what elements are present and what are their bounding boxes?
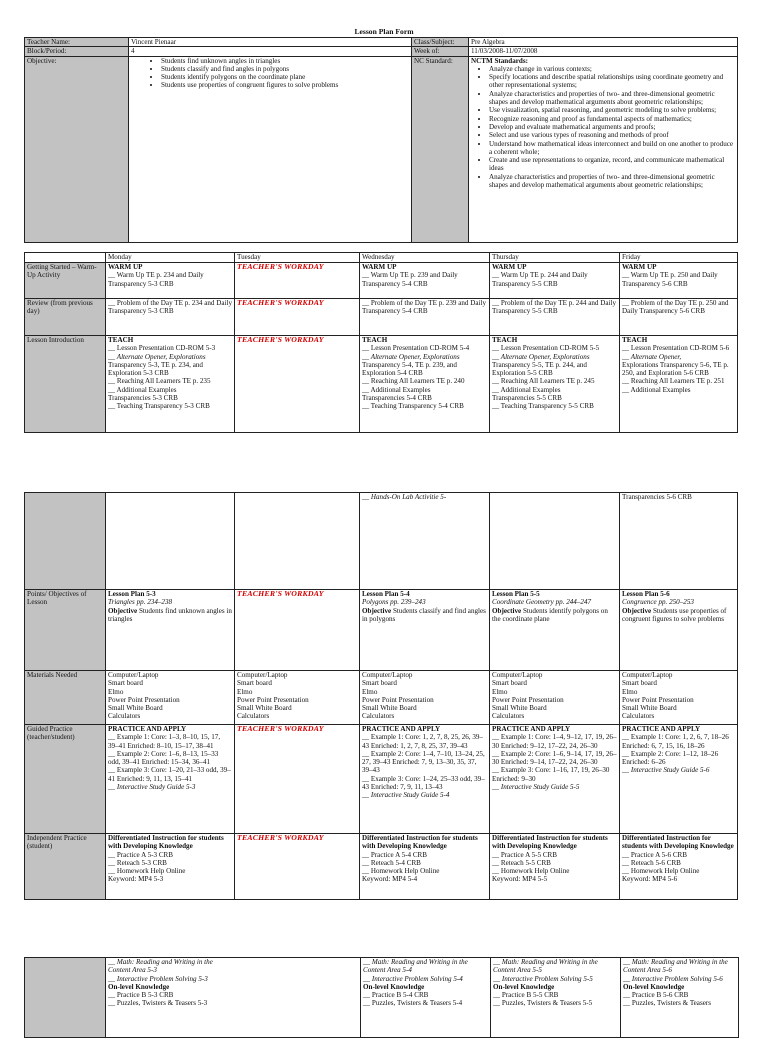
puzzles-line: __ Puzzles, Twisters & Teasers — [623, 999, 711, 1008]
warmup-text: __ Warm Up TE p. 250 and Daily Transparency 5-6 CRB — [622, 271, 718, 288]
cont-wed: __ Hands-On Lab Activitie 5- — [360, 493, 490, 590]
math-reading-line: __ Math: Reading and Writing in the Content Area 5-4 — [363, 958, 468, 975]
intro-line: __ Alternate Opener, Explorations — [108, 352, 206, 361]
guided-line: __ Example 2: Core: 1–6, 8–13, 15–33 odd, 39–41 Enriched: 15–34, 36–41 — [108, 749, 219, 767]
objective-text: Students find unknown angles in triangles — [108, 606, 232, 623]
row-label-warmup: Getting Started – Warm-Up Activity — [25, 263, 106, 299]
cont-thu — [490, 493, 620, 590]
row-label-intro: Lesson Introduction — [25, 336, 106, 433]
warmup-heading: WARM UP — [362, 263, 397, 271]
intro-thu — [490, 336, 620, 433]
intro-line: __ Teaching Transparency 5-5 CRB — [492, 402, 594, 411]
lesson-topic: Triangles pp. 234–238 — [108, 598, 173, 607]
material-item: Smart board — [492, 679, 527, 688]
practice-heading: PRACTICE AND APPLY — [362, 725, 441, 733]
lesson-topic: Polygons pp. 239–243 — [362, 598, 426, 607]
row-label-points: Points/ Objectives of Lesson — [25, 590, 106, 671]
material-item: Power Point Presentation — [362, 695, 434, 704]
objective-tag: Objective — [362, 606, 392, 615]
objective-cell — [129, 56, 412, 242]
guided-line: __ Example 3: Core: 1–16, 17, 19, 26–30 Enriched: 9–30 — [492, 766, 610, 783]
header-table — [24, 37, 738, 243]
nctm-item: • Analyze change in various contexts; — [489, 65, 735, 73]
independent-line: Keyword: MP4 5-5 — [492, 875, 548, 884]
nctm-item: • Specify locations and describe spatial relationships using coordinate geometry and other representational systems; — [489, 73, 735, 90]
independent-line: __ Homework Help Online — [492, 867, 570, 876]
differentiated-heading: Differentiated Instruction for students with Developing Knowledge — [108, 834, 224, 851]
onlevel-heading: On-level Knowledge — [623, 982, 685, 991]
block-value: 4 — [129, 47, 412, 56]
nctm-item: • Create and use representations to organize, record, and communicate mathematical ideas — [489, 156, 735, 173]
math-reading-line: __ Math: Reading and Writing in the Content Area 5-5 — [493, 958, 598, 975]
independent-fri — [620, 834, 738, 900]
warmup-text: __ Warm Up TE p. 234 and Daily Transparency 5-3 CRB — [108, 271, 204, 288]
objective-item: • Students use properties of congruent figures to solve problems — [161, 81, 409, 89]
nctm-item: • Develop and evaluate mathematical arguments and proofs; — [489, 123, 735, 131]
intro-line: Transparency 5-5, TE p. 244, and Exploration 5-5 CRB — [492, 360, 587, 378]
day-header: Monday — [106, 253, 235, 263]
cont-mon — [106, 493, 235, 590]
row-label-guided: Guided Practice (teacher/student) — [25, 725, 106, 834]
intro-line: __ Additional Examples — [108, 385, 177, 394]
practice-heading: PRACTICE AND APPLY — [622, 725, 701, 733]
practice-b-line: __ Practice B 5-3 CRB — [108, 991, 174, 1000]
continuation-label-cell — [25, 493, 106, 590]
points-fri — [620, 590, 738, 671]
objective-text: Students classify and find angles in polygons — [362, 606, 486, 623]
guided-line: __ Example 3: Core: 1–24, 25–33 odd, 39–43 Enriched: 7, 9, 11, 13–43 — [362, 774, 485, 792]
independent-line: __ Reteach 5-3 CRB — [108, 858, 167, 867]
guided-thu — [490, 725, 620, 834]
material-item: Computer/Laptop — [492, 671, 543, 679]
intro-line: __ Lesson Presentation CD-ROM 5-5 — [492, 344, 600, 353]
intro-line: __ Alternate Opener, — [622, 352, 682, 361]
guided-mon — [106, 725, 235, 834]
independent-line: __ Reteach 5-4 CRB — [362, 858, 421, 867]
class-label: Class/Subject: — [412, 38, 469, 47]
objective-label: Objective: — [25, 56, 129, 242]
material-item: Elmo — [362, 687, 378, 696]
guided-line: __ Example 2: Core: 1–4, 7–10, 13–24, 25, 27, 39–43 Enriched: 7, 9, 13–30, 35, 37, 39–43 — [362, 749, 485, 775]
study-guide-line: __ Interactive Study Guide 5-5 — [492, 783, 580, 792]
week-label: Week of: — [412, 47, 469, 56]
guided-line: __ Example 1: Core: 1–3, 8–10, 15, 17, 39–41 Enriched: 8–10, 15–17, 38–41 — [108, 733, 221, 750]
material-item: Elmo — [108, 687, 124, 696]
teach-heading: TEACH — [622, 336, 648, 344]
guided-line: __ Example 3: Core: 1–20, 21–33 odd, 39–41 Enriched: 9, 11, 13, 15–41 — [108, 766, 231, 783]
warmup-heading: WARM UP — [108, 263, 143, 271]
problem-solving-line: __ Interactive Problem Solving 5-5 — [493, 974, 593, 983]
lesson-plan-title: Lesson Plan 5-3 — [108, 590, 156, 598]
day-header: Thursday — [490, 253, 620, 263]
bottom-wed — [361, 958, 491, 1038]
intro-line: __ Reaching All Learners TE p. 245 — [492, 377, 595, 386]
page-title: Lesson Plan Form — [354, 27, 414, 36]
independent-line: __ Homework Help Online — [108, 867, 186, 876]
study-guide-line: __ Interactive Study Guide 5-6 — [622, 766, 710, 775]
practice-heading: PRACTICE AND APPLY — [108, 725, 187, 733]
objective-tag: Objective — [492, 606, 522, 615]
corner-cell — [25, 253, 106, 263]
weekly-table-middle — [24, 492, 738, 900]
teachers-workday-label: TEACHER'S WORKDAY — [237, 589, 324, 598]
objective-item: • Students classify and find angles in polygons — [161, 65, 409, 73]
practice-b-line: __ Practice B 5-4 CRB — [363, 991, 429, 1000]
warmup-fri — [620, 263, 738, 299]
teach-heading: TEACH — [362, 336, 388, 344]
material-item: Calculators — [108, 712, 141, 721]
teachers-workday-label: TEACHER'S WORKDAY — [237, 724, 324, 733]
intro-mon — [106, 336, 235, 433]
material-item: Small White Board — [237, 704, 292, 713]
differentiated-heading: Differentiated Instruction for students with Developing Knowledge — [622, 834, 734, 851]
material-item: Elmo — [622, 687, 638, 696]
guided-line: __ Example 1: Core: 1–4, 9–12, 17, 19, 26–30 Enriched: 9–12, 17–22, 24, 26–30 — [492, 733, 617, 750]
material-item: Power Point Presentation — [492, 695, 564, 704]
objective-tag: Objective — [622, 606, 652, 615]
block-label: Block/Period: — [25, 47, 129, 56]
material-item: Smart board — [362, 679, 397, 688]
material-item: Calculators — [492, 712, 525, 721]
puzzles-line: __ Puzzles, Twisters & Teasers 5-3 — [108, 999, 208, 1008]
independent-line: __ Practice A 5-6 CRB — [622, 850, 688, 859]
warmup-text: __ Warm Up TE p. 244 and Daily Transparency 5-5 CRB — [492, 271, 588, 288]
row-label-independent: Independent Practice (student) — [25, 834, 106, 900]
material-item: Power Point Presentation — [108, 695, 180, 704]
guided-fri — [620, 725, 738, 834]
points-thu — [490, 590, 620, 671]
intro-line: Transparencies 5-3 CRB — [108, 394, 178, 403]
lesson-topic: Coordinate Geometry pp. 244–247 — [492, 598, 592, 607]
material-item: Computer/Laptop — [622, 671, 673, 679]
independent-line: Keyword: MP4 5-6 — [622, 875, 678, 884]
points-wed — [360, 590, 490, 671]
differentiated-heading: Differentiated Instruction for students with Developing Knowledge — [492, 834, 608, 851]
review-tue — [235, 299, 360, 336]
review-thu: __ Problem of the Day TE p. 244 and Daily Transparency 5-5 CRB — [490, 299, 620, 336]
independent-mon — [106, 834, 235, 900]
materials-thu — [490, 671, 620, 725]
bottom-label-cell — [25, 958, 106, 1038]
lesson-plan-title: Lesson Plan 5-5 — [492, 590, 540, 598]
material-item: Computer/Laptop — [362, 671, 413, 679]
class-value: Pre Algebra — [469, 38, 738, 47]
intro-line: Explorations Transparency 5-6, TE p. 250, and Exploration 5-6 CRB — [622, 360, 729, 378]
independent-line: __ Homework Help Online — [622, 867, 700, 876]
onlevel-heading: On-level Knowledge — [363, 982, 425, 991]
points-tue — [235, 590, 360, 671]
material-item: Elmo — [492, 687, 508, 696]
cont-tue — [235, 493, 360, 590]
points-mon — [106, 590, 235, 671]
nctm-item: • Analyze characteristics and properties of two- and three-dimensional geometric shapes and develop mathematical arguments about geometric relationships; — [489, 173, 735, 190]
review-wed: __ Problem of the Day TE p. 239 and Daily Transparency 5-4 CRB — [360, 299, 490, 336]
puzzles-line: __ Puzzles, Twisters & Teasers 5-4 — [363, 999, 463, 1008]
cont-fri: Transparencies 5-6 CRB — [620, 493, 738, 590]
warmup-wed — [360, 263, 490, 299]
day-header: Tuesday — [235, 253, 360, 263]
math-reading-line: __ Math: Reading and Writing in the Content Area 5-6 — [623, 958, 728, 975]
bottom-mon — [106, 958, 361, 1038]
problem-solving-line: __ Interactive Problem Solving 5-4 — [363, 974, 463, 983]
objective-item: • Students find unknown angles in triangles — [161, 57, 409, 65]
weekly-table-bottom — [24, 957, 739, 1038]
review-fri: __ Problem of the Day TE p. 250 and Daily Transparency 5-6 CRB — [620, 299, 738, 336]
warmup-thu — [490, 263, 620, 299]
intro-line: __ Reaching All Learners TE p. 240 — [362, 377, 465, 386]
intro-tue — [235, 336, 360, 433]
material-item: Small White Board — [108, 704, 163, 713]
onlevel-heading: On-level Knowledge — [493, 982, 555, 991]
materials-wed — [360, 671, 490, 725]
practice-b-line: __ Practice B 5-5 CRB — [493, 991, 559, 1000]
problem-solving-line: __ Interactive Problem Solving 5-3 — [108, 974, 208, 983]
puzzles-line: __ Puzzles, Twisters & Teasers 5-5 — [493, 999, 593, 1008]
nctm-item: • Recognize reasoning and proof as fundamental aspects of mathematics; — [489, 115, 735, 123]
independent-thu — [490, 834, 620, 900]
material-item: Smart board — [108, 679, 143, 688]
independent-line: Keyword: MP4 5-4 — [362, 875, 418, 884]
guided-line: __ Example 1: Core: 1, 2, 6, 7, 18–26 Enriched: 6, 7, 15, 16, 18–26 — [622, 733, 729, 750]
lesson-plan-title: Lesson Plan 5-6 — [622, 590, 670, 598]
intro-line: __ Alternate Opener, Explorations — [362, 352, 460, 361]
objective-tag: Objective — [108, 606, 138, 615]
material-item: Power Point Presentation — [622, 695, 694, 704]
teachers-workday-label: TEACHER'S WORKDAY — [237, 833, 324, 842]
guided-line: __ Example 1: Core: 1, 2, 7, 8, 25, 26, 39–43 Enriched: 1, 2, 7, 8, 25, 37, 39–43 — [362, 733, 483, 750]
row-label-materials: Materials Needed — [25, 671, 106, 725]
day-header: Friday — [620, 253, 738, 263]
nctm-item: • Select and use various types of reasoning and methods of proof — [489, 131, 735, 139]
guided-tue — [235, 725, 360, 834]
material-item: Calculators — [622, 712, 655, 721]
intro-line: __ Additional Examples — [492, 385, 561, 394]
differentiated-heading: Differentiated Instruction for students with Developing Knowledge — [362, 834, 478, 851]
bottom-fri — [621, 958, 739, 1038]
materials-mon — [106, 671, 235, 725]
nctm-item: • Use visualization, spatial reasoning, and geometric modeling to solve problems; — [489, 106, 735, 114]
intro-line: __ Reaching All Learners TE p. 251 — [622, 377, 725, 386]
intro-line: __ Additional Examples — [622, 385, 691, 394]
independent-line: __ Reteach 5-6 CRB — [622, 858, 681, 867]
math-reading-line: __ Math: Reading and Writing in the Content Area 5-3 — [108, 958, 213, 975]
warmup-heading: WARM UP — [622, 263, 657, 271]
warmup-heading: WARM UP — [492, 263, 527, 271]
guided-line: __ Example 2: Core: 1–12, 18–26 Enriched: 6–26 — [622, 749, 719, 767]
weekly-table-top — [24, 252, 738, 433]
intro-line: Transparency 5-4, TE p. 239, and Exploration 5-4 CRB — [362, 360, 457, 378]
nctm-cell — [469, 56, 738, 242]
material-item: Smart board — [237, 679, 272, 688]
teachers-workday-label: TEACHER'S WORKDAY — [237, 335, 324, 344]
nctm-item: • Analyze characteristics and properties of two- and three-dimensional geometric shapes and develop mathematical arguments about geometric relationships; — [489, 90, 735, 107]
teacher-label: Teacher Name: — [25, 38, 129, 47]
warmup-mon — [106, 263, 235, 299]
study-guide-line: __ Interactive Study Guide 5-3 — [108, 783, 196, 792]
objective-text: Students use properties of congruent figures to solve problems — [622, 606, 727, 623]
independent-line: __ Practice A 5-3 CRB — [108, 850, 174, 859]
week-value: 11/03/2008-11/07/2008 — [469, 47, 738, 56]
review-mon: __ Problem of the Day TE p. 234 and Daily Transparency 5-3 CRB — [106, 299, 235, 336]
teach-heading: TEACH — [492, 336, 518, 344]
materials-tue — [235, 671, 360, 725]
objective-item: • Students identify polygons on the coordinate plane — [161, 73, 409, 81]
lesson-plan-title: Lesson Plan 5-4 — [362, 590, 410, 598]
practice-heading: PRACTICE AND APPLY — [492, 725, 571, 733]
intro-line: Transparency 5-3, TE p. 234, and Exploration 5-3 CRB — [108, 360, 203, 378]
material-item: Smart board — [622, 679, 657, 688]
teacher-value: Vincent Pienaar — [129, 38, 412, 47]
material-item: Calculators — [362, 712, 395, 721]
independent-line: Keyword: MP4 5-3 — [108, 875, 164, 884]
nctm-item: • Understand how mathematical ideas interconnect and build on one another to produce a coherent whole; — [489, 140, 735, 157]
nc-standard-label: NC Standard: — [412, 56, 469, 242]
bottom-thu — [491, 958, 621, 1038]
intro-wed — [360, 336, 490, 433]
problem-solving-line: __ Interactive Problem Solving 5-6 — [623, 974, 723, 983]
lesson-topic: Congruence pp. 250–253 — [622, 598, 694, 607]
intro-line: __ Lesson Presentation CD-ROM 5-3 — [108, 344, 216, 353]
material-item: Computer/Laptop — [108, 671, 159, 679]
material-item: Small White Board — [492, 704, 547, 713]
material-item: Elmo — [237, 687, 253, 696]
independent-wed — [360, 834, 490, 900]
study-guide-line: __ Interactive Study Guide 5-4 — [362, 791, 450, 800]
intro-line: __ Alternate Opener, Explorations — [492, 352, 590, 361]
teachers-workday-label: TEACHER'S WORKDAY — [237, 262, 324, 271]
material-item: Calculators — [237, 712, 270, 721]
objective-text: Students identify polygons on the coordinate plane — [492, 606, 608, 623]
intro-line: __ Reaching All Learners TE p. 235 — [108, 377, 211, 386]
guided-wed — [360, 725, 490, 834]
day-header: Wednesday — [360, 253, 490, 263]
intro-line: __ Lesson Presentation CD-ROM 5-4 — [362, 344, 470, 353]
onlevel-heading: On-level Knowledge — [108, 982, 170, 991]
warmup-text: __ Warm Up TE p. 239 and Daily Transparency 5-4 CRB — [362, 271, 458, 288]
guided-line: __ Example 2: Core: 1–6, 9–14, 17, 19, 26–30 Enriched: 9–14, 17–22, 24, 26–30 — [492, 749, 617, 767]
independent-line: __ Homework Help Online — [362, 867, 440, 876]
material-item: Small White Board — [622, 704, 677, 713]
teach-heading: TEACH — [108, 336, 134, 344]
independent-line: __ Practice A 5-5 CRB — [492, 850, 558, 859]
intro-fri — [620, 336, 738, 433]
material-item: Power Point Presentation — [237, 695, 309, 704]
intro-line: __ Additional Examples — [362, 385, 431, 394]
materials-fri — [620, 671, 738, 725]
warmup-tue — [235, 263, 360, 299]
material-item: Computer/Laptop — [237, 671, 288, 679]
intro-line: __ Teaching Transparency 5-4 CRB — [362, 402, 464, 411]
teachers-workday-label: TEACHER'S WORKDAY — [237, 298, 324, 307]
practice-b-line: __ Practice B 5-6 CRB — [623, 991, 689, 1000]
independent-line: __ Reteach 5-5 CRB — [492, 858, 551, 867]
intro-line: __ Teaching Transparency 5-3 CRB — [108, 402, 210, 411]
intro-line: __ Lesson Presentation CD-ROM 5-6 — [622, 344, 730, 353]
intro-line: Transparencies 5-5 CRB — [492, 394, 562, 403]
intro-line: Transparencies 5-4 CRB — [362, 394, 432, 403]
material-item: Small White Board — [362, 704, 417, 713]
nctm-heading: NCTM Standards: — [471, 56, 528, 65]
independent-tue — [235, 834, 360, 900]
row-label-review: Review (from previous day) — [25, 299, 106, 336]
independent-line: __ Practice A 5-4 CRB — [362, 850, 428, 859]
